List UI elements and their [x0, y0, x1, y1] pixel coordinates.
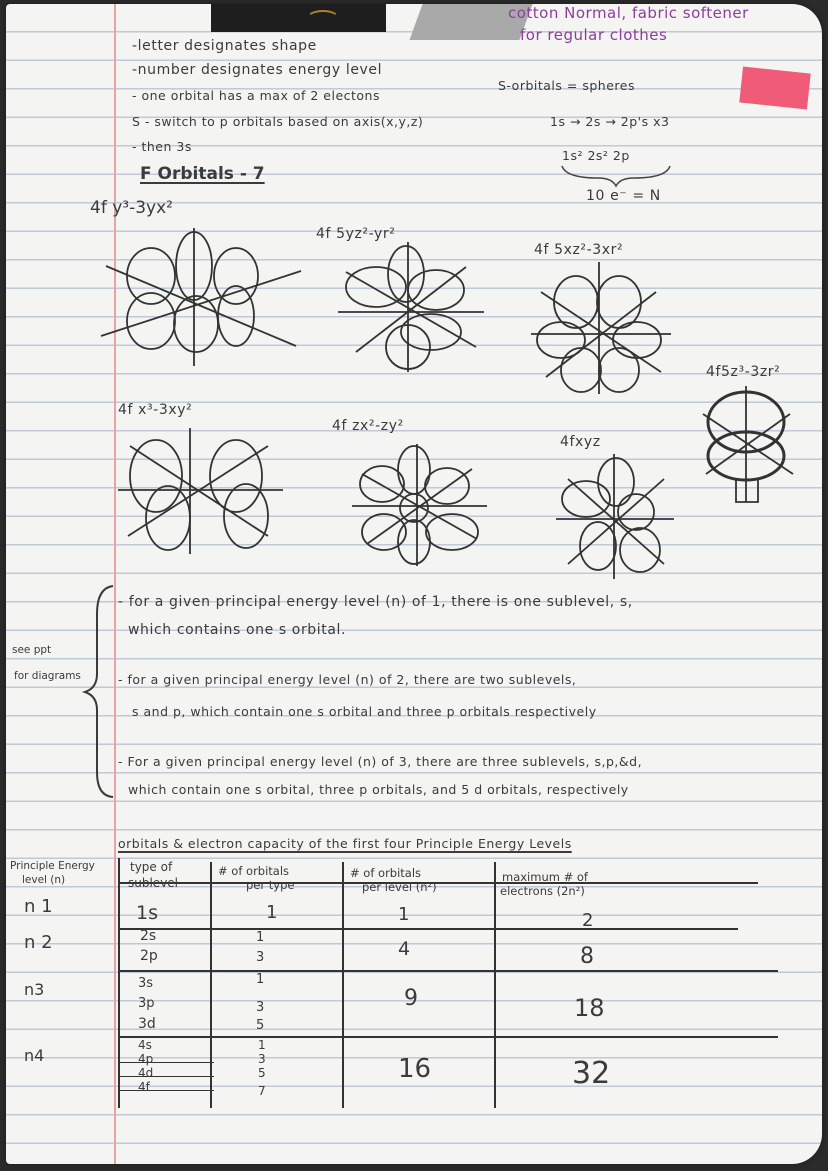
per-level-n4: 16 — [398, 1054, 432, 1084]
notebook-page — [6, 4, 822, 1164]
table-row-line-2 — [118, 970, 778, 972]
header-col2-b: sublevel — [128, 876, 179, 890]
per-type-3d: 5 — [256, 1018, 265, 1033]
config-note-1: 1s → 2s → 2p's x3 — [550, 114, 670, 129]
per-type-2p: 3 — [256, 950, 265, 965]
pink-sticky-tab — [739, 67, 810, 110]
per-type-3p: 3 — [256, 1000, 265, 1015]
config-brace — [558, 164, 678, 188]
config-note-2: 1s² 2s² 2p — [562, 148, 630, 163]
header-col3-b: per type — [246, 878, 295, 892]
header-col5-a: maximum # of — [502, 870, 588, 884]
sublevel-4d: 4d — [138, 1066, 154, 1080]
orbital-label-5: 4f x³-3xy² — [118, 402, 193, 418]
rule-4: S - switch to p orbitals based on axis(x,y,z) — [132, 114, 424, 129]
orbital-label-7: 4fxyz — [560, 434, 601, 450]
per-level-n3: 9 — [404, 986, 418, 1011]
sublevel-1s: 1s — [136, 902, 158, 924]
sublevel-3p: 3p — [138, 996, 155, 1011]
table-vline-1 — [118, 858, 120, 1108]
per-type-4d: 5 — [258, 1066, 266, 1080]
table-row-line-1 — [118, 928, 738, 930]
sidenote-1: see ppt — [12, 644, 52, 656]
statement-2-line-2: s and p, which contain one s orbital and three p orbitals respectively — [132, 704, 597, 719]
sublevel-3d: 3d — [138, 1016, 156, 1032]
orbital-sketch-2 — [336, 242, 486, 377]
orbital-label-4: 4f5z³-3zr² — [706, 364, 781, 380]
statement-3-line-2: which contain one s orbital, three p orbitals, and 5 d orbitals, respectively — [128, 782, 629, 797]
per-type-4p: 3 — [258, 1052, 266, 1066]
table-vline-4 — [494, 862, 496, 1108]
header-col5-b: electrons (2n²) — [500, 884, 585, 898]
book-cover-corner — [211, 4, 386, 32]
orbital-sketch-5 — [118, 426, 283, 556]
config-note-3: 10 e⁻ = N — [586, 188, 661, 204]
per-type-4f: 7 — [258, 1084, 266, 1098]
header-col1-b: level (n) — [22, 874, 66, 886]
f-orbitals-title: F Orbitals - 7 — [140, 164, 265, 184]
rule-5: - then 3s — [132, 139, 192, 154]
rule-1: -letter designates shape — [132, 38, 317, 54]
level-label-n3: n3 — [24, 980, 45, 999]
statement-1-line-2: which contains one s orbital. — [128, 622, 347, 638]
table-header-line — [118, 882, 758, 884]
sublevel-3s: 3s — [138, 976, 154, 991]
rule-2: -number designates energy level — [132, 62, 383, 78]
table-sub-line — [118, 1090, 214, 1091]
orbital-sketch-1 — [96, 226, 306, 371]
sublevel-2p: 2p — [140, 948, 158, 964]
header-col1-a: Principle Energy — [10, 860, 95, 872]
sublevel-4p: 4p — [138, 1052, 154, 1066]
max-electrons-n2: 8 — [580, 944, 594, 969]
s-orbitals-note: S-orbitals = spheres — [498, 78, 635, 93]
purple-note-1: cotton Normal, fabric softener — [508, 4, 749, 22]
orbital-label-6: 4f zx²-zy² — [332, 418, 404, 434]
table-sub-line — [118, 1062, 214, 1063]
header-col2-a: type of — [130, 860, 173, 874]
table-row-line-3 — [118, 1036, 778, 1038]
orbital-sketch-3 — [531, 262, 671, 397]
table-vline-2 — [210, 862, 212, 1108]
per-level-n1: 1 — [398, 904, 410, 925]
statement-3-line-1: - For a given principal energy level (n) of 3, there are three sublevels, s,p,&d, — [118, 754, 643, 769]
table-sub-line — [118, 1076, 214, 1077]
statement-2-line-1: - for a given principal energy level (n) of 2, there are two sublevels, — [118, 672, 577, 687]
max-electrons-n1: 2 — [582, 910, 594, 931]
orbital-label-2: 4f 5yz²-yr² — [316, 226, 396, 242]
header-col3-a: # of orbitals — [218, 864, 290, 878]
table-vline-3 — [342, 862, 344, 1108]
purple-note-2: for regular clothes — [520, 26, 668, 44]
per-type-2s: 1 — [256, 930, 265, 945]
header-col4-b: per level (n²) — [362, 880, 437, 894]
orbital-sketch-4 — [698, 384, 798, 506]
level-label-n1: n 1 — [24, 896, 53, 917]
header-col4-a: # of orbitals — [350, 866, 422, 880]
level-label-n4: n4 — [24, 1046, 45, 1065]
orbital-sketch-6 — [352, 444, 487, 569]
max-electrons-n4: 32 — [572, 1056, 611, 1091]
per-level-n2: 4 — [398, 938, 411, 960]
orbital-sketch-7 — [556, 454, 674, 582]
sidenote-2: for diagrams — [14, 670, 81, 682]
max-electrons-n3: 18 — [574, 994, 605, 1022]
level-label-n2: n 2 — [24, 932, 53, 953]
per-type-1s: 1 — [266, 902, 278, 923]
per-type-4s: 1 — [258, 1038, 266, 1052]
rule-3: - one orbital has a max of 2 electons — [132, 88, 380, 103]
sublevel-4f: 4f — [138, 1080, 150, 1094]
orbital-label-1: 4f y³-3yx² — [90, 198, 173, 218]
per-type-3s: 1 — [256, 972, 265, 987]
sublevel-4s: 4s — [138, 1038, 152, 1052]
orbital-label-3: 4f 5xz²-3xr² — [534, 242, 624, 258]
sublevel-2s: 2s — [140, 928, 157, 944]
statement-1-line-1: - for a given principal energy level (n) of 1, there is one sublevel, s, — [118, 594, 633, 610]
table-title: orbitals & electron capacity of the first four Principle Energy Levels — [118, 836, 572, 851]
statements-brace — [81, 584, 121, 799]
